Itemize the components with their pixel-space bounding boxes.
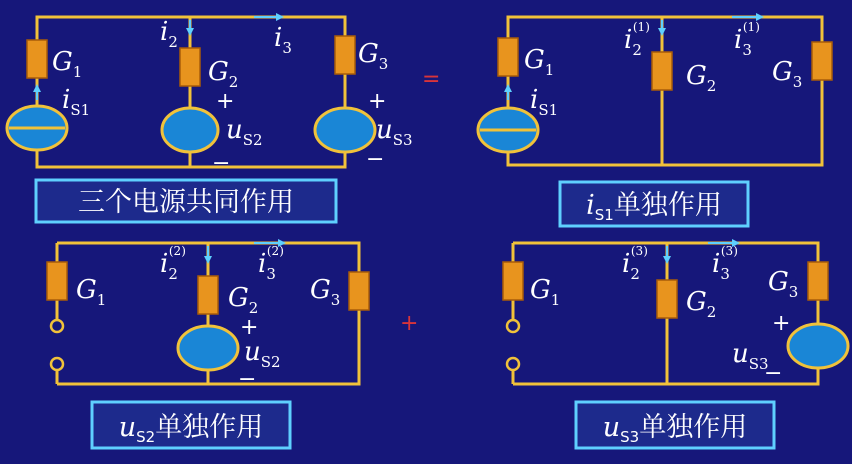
resistor-g1 — [498, 38, 518, 76]
equals-operator: = — [422, 67, 441, 92]
label-is1: $i_{S1}$ — [530, 85, 559, 119]
us3-plus: + — [368, 89, 387, 114]
label-g1: $G_1$ — [76, 275, 107, 309]
panel-us3-alone — [503, 243, 848, 448]
label-i3: $i_3$ — [274, 23, 292, 57]
caption-us2-alone: $u_{S2}$单独作用 — [118, 412, 264, 446]
resistor-g1 — [47, 262, 67, 300]
current-source-is1 — [478, 108, 538, 152]
resistor-g1 — [503, 262, 523, 300]
label-g3: $G_3$ — [772, 57, 803, 91]
voltage-source-us2 — [178, 326, 238, 370]
label-g3: $G_3$ — [768, 267, 799, 301]
label-us3: $u_{S3}$ — [376, 115, 413, 149]
plus-operator: + — [400, 311, 419, 336]
label-g1: $G_1$ — [530, 275, 561, 309]
us2-plus: + — [240, 315, 259, 340]
resistor-g3 — [812, 42, 832, 80]
label-g2: $G_2$ — [228, 283, 259, 317]
resistor-g2 — [198, 276, 218, 314]
resistor-g1 — [27, 40, 47, 78]
resistor-g2 — [180, 48, 200, 86]
label-g2: $G_2$ — [686, 287, 717, 321]
voltage-source-us3 — [315, 108, 375, 152]
label-i2: $i_2(3)$ — [622, 244, 648, 283]
open-terminal — [51, 358, 63, 370]
us2-minus: − — [238, 367, 257, 392]
label-g2: $G_2$ — [686, 61, 717, 95]
resistor-g2 — [652, 52, 672, 90]
resistor-g3 — [335, 36, 355, 74]
current-source-is1 — [7, 106, 67, 150]
label-g3: $G_3$ — [310, 275, 341, 309]
voltage-source-us3 — [788, 324, 848, 368]
panel-combined — [7, 17, 413, 222]
us3-minus: − — [366, 147, 385, 172]
resistor-g3 — [349, 272, 369, 310]
us3-plus: + — [772, 311, 791, 336]
circuit-wires — [508, 17, 822, 165]
label-us3: $u_{S3}$ — [732, 339, 769, 373]
label-us2: $u_{S2}$ — [244, 337, 281, 371]
caption-combined: 三个电源共同作用 — [78, 187, 294, 218]
label-i3: $i_3(1)$ — [734, 20, 760, 59]
open-terminal — [507, 358, 519, 370]
label-i2: $i_2(1)$ — [624, 20, 650, 59]
resistor-g3 — [808, 262, 828, 300]
caption-is1-alone: $i_{S1}$单独作用 — [586, 190, 722, 224]
us2-plus: + — [216, 89, 235, 114]
label-us2: $u_{S2}$ — [226, 115, 263, 149]
caption-us3-alone: $u_{S3}$单独作用 — [602, 412, 748, 446]
panel-is1-alone — [478, 17, 832, 226]
us2-minus: − — [212, 151, 231, 176]
label-i3: $i_3(3)$ — [712, 244, 738, 283]
open-terminal — [51, 320, 63, 332]
label-g2: $G_2$ — [208, 57, 239, 91]
label-g1: $G_1$ — [524, 45, 555, 79]
resistor-g2 — [657, 280, 677, 318]
us3-minus: − — [764, 361, 783, 386]
label-i3: $i_3(2)$ — [258, 244, 284, 283]
label-g3: $G_3$ — [358, 39, 389, 73]
label-is1: $i_{S1}$ — [62, 85, 91, 119]
label-i2: $i_2$ — [160, 17, 178, 51]
label-i2: $i_2(2)$ — [160, 244, 186, 283]
voltage-source-us2 — [162, 108, 218, 152]
panel-us2-alone — [47, 243, 369, 448]
open-terminal — [507, 320, 519, 332]
label-g1: $G_1$ — [52, 47, 83, 81]
